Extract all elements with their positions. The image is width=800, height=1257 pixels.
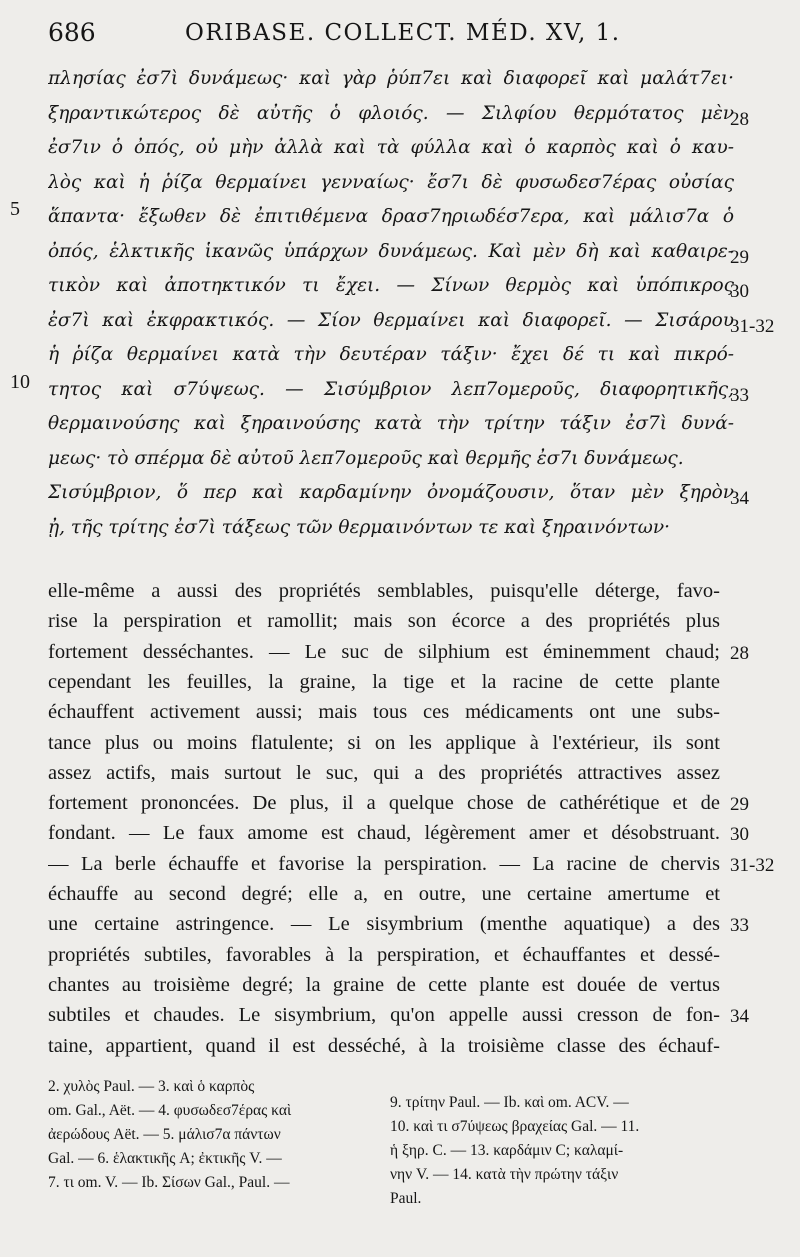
- footnote-line: Paul.: [390, 1190, 422, 1207]
- french-line: échauffent activement aussi; mais tous ces médicaments ont une subs-: [48, 701, 720, 724]
- french-line: tance plus ou moins flatulente; si on les applique à l'extérieur, ils sont: [48, 731, 720, 754]
- greek-line: ὀπός, ἑλκτικῆς ἱκανῶς ὑπάρχων δυνάμεως. Καὶ μὲν δὴ καὶ καθαιρε-: [48, 240, 734, 262]
- french-section-number: 34: [730, 1006, 749, 1028]
- french-line: fortement desséchantes. — Le suc de silphium est éminemment chaud;: [48, 640, 720, 663]
- greek-line: ἡ ῥίζα θερμαίνει κατὰ τὴν δευτέραν τάξιν· ἔχει δέ τι καὶ πικρό-: [48, 344, 734, 365]
- greek-section-number: 33: [730, 384, 749, 406]
- greek-line: ἅπαντα· ἔξωθεν δὲ ἐπιτιθέμενα δρασ7ηριωδέσ7ερα, καὶ μάλισ7α ὁ: [48, 206, 734, 227]
- greek-line: ἐσ7ὶ καὶ ἐκφρακτικός. — Σίον θερμαίνει καὶ διαφορεῖ. — Σισάρου: [48, 309, 734, 331]
- french-line: fortement prononcées. De plus, il a quelque chose de cathérétique et de: [48, 792, 720, 815]
- greek-line: πλησίας ἐσ7ὶ δυνάμεως· καὶ γὰρ ῥύπ7ει καὶ διαφορεῖ καὶ μαλάτ7ει·: [48, 68, 734, 89]
- footnote-line: ἡ ξηρ. C. — 13. καρδάμιν C; καλαμί-: [390, 1142, 624, 1159]
- greek-section-number: 31-32: [730, 315, 775, 337]
- greek-line-number: 5: [10, 198, 20, 220]
- footnote-line: 7. τι om. V. — Ib. Σίσων Gal., Paul. —: [48, 1174, 290, 1191]
- footnote-line: νην V. — 14. κατὰ τὴν πρώτην τάξιν: [390, 1166, 619, 1183]
- french-line: rise la perspiration et ramollit; mais son écorce a des propriétés plus: [48, 610, 720, 633]
- greek-line: ἐσ7ιν ὁ ὀπός, οὐ μὴν ἀλλὰ καὶ τὰ φύλλα καὶ ὁ καρπὸς καὶ ὁ καυ-: [48, 137, 734, 158]
- french-line: elle-même a aussi des propriétés semblables, puisqu'elle déterge, favo-: [48, 580, 720, 602]
- footnote-line: Gal. — 6. ἑλακτικῆς A; ἐκτικῆς V. —: [48, 1150, 282, 1167]
- french-line: une certaine astringence. — Le sisymbrium (menthe aquatique) a des: [48, 913, 720, 936]
- french-line: assez actifs, mais surtout le suc, qui a des propriétés attractives assez: [48, 761, 720, 784]
- french-line: fondant. — Le faux amome est chaud, légèrement amer et désobstruant.: [48, 822, 720, 845]
- greek-line-number: 10: [10, 370, 30, 393]
- french-line: chantes au troisième degré; la graine de cette plante est douée de vertus: [48, 973, 720, 996]
- french-line: échauffe au second degré; elle a, en outre, une certaine amertume et: [48, 883, 720, 905]
- greek-line: μεως· τὸ σπέρμα δὲ αὐτοῦ λεπ7ομεροῦς καὶ θερμῆς ἐσ7ι δυνάμεως.: [48, 447, 684, 469]
- greek-line: τικὸν καὶ ἀποτηκτικόν τι ἔχει. — Σίνων θερμὸς καὶ ὑπόπικρος: [48, 275, 734, 296]
- french-line: cependant les feuilles, la graine, la tige et la racine de cette plante: [48, 670, 720, 693]
- footnote-line: 2. χυλὸς Paul. — 3. καὶ ὁ καρπὸς: [48, 1078, 255, 1095]
- french-section-number: 30: [730, 824, 749, 846]
- footnote-line: 10. καὶ τι σ7ύψεως βραχείας Gal. — 11.: [390, 1118, 640, 1135]
- greek-line: λὸς καὶ ἡ ῥίζα θερμαίνει γενναίως· ἔσ7ι δὲ φυσωδεσ7έρας οὐσίας: [48, 171, 734, 193]
- page-number: 686: [48, 18, 96, 47]
- greek-line: ξηραντικώτερος δὲ αὐτῆς ὁ φλοιός. — Σιλφίου θερμότατος μὲν: [48, 102, 734, 124]
- french-section-number: 31-32: [730, 854, 775, 876]
- french-line: taine, appartient, quand il est desséché, à la troisième classe des échauf-: [48, 1034, 720, 1057]
- running-title: ORIBASE. COLLECT. MÉD. XV, 1.: [185, 20, 621, 46]
- greek-line: ᾖ, τῆς τρίτης ἐσ7ὶ τάξεως τῶν θερμαινόντων τε καὶ ξηραινόντων·: [48, 516, 670, 538]
- french-line: propriétés subtiles, favorables à la perspiration, et échauffantes et dessé-: [48, 943, 720, 966]
- french-section-number: 29: [730, 794, 749, 816]
- french-line: — La berle échauffe et favorise la perspiration. — La racine de chervis: [48, 852, 720, 875]
- page-header: [0, 18, 800, 58]
- footnote-line: 9. τρίτην Paul. — Ib. καὶ om. ACV. —: [390, 1094, 629, 1111]
- greek-line: τητος καὶ σ7ύψεως. — Σισύμβριον λεπ7ομεροῦς, διαφορητικῆς,: [48, 378, 734, 400]
- french-section-number: 33: [730, 915, 749, 937]
- greek-section-number: 34: [730, 488, 749, 509]
- french-section-number: 28: [730, 642, 749, 664]
- greek-line: θερμαινούσης καὶ ξηραινούσης κατὰ τὴν τρίτην τάξιν ἐσ7ὶ δυνά-: [48, 413, 734, 434]
- greek-section-number: 28: [730, 108, 749, 130]
- greek-section-number: 30: [730, 281, 749, 302]
- footnote-line: ἀερώδους Aët. — 5. μάλισ7α πάντων: [48, 1126, 281, 1143]
- footnote-line: om. Gal., Aët. — 4. φυσωδεσ7έρας καὶ: [48, 1102, 292, 1119]
- greek-section-number: 29: [730, 246, 749, 268]
- greek-line: Σισύμβριον, ὅ περ καὶ καρδαμίνην ὀνομάζουσιν, ὅταν μὲν ξηρὸν: [48, 482, 734, 503]
- french-line: subtiles et chaudes. Le sisymbrium, qu'on appelle aussi cresson de fon-: [48, 1004, 720, 1027]
